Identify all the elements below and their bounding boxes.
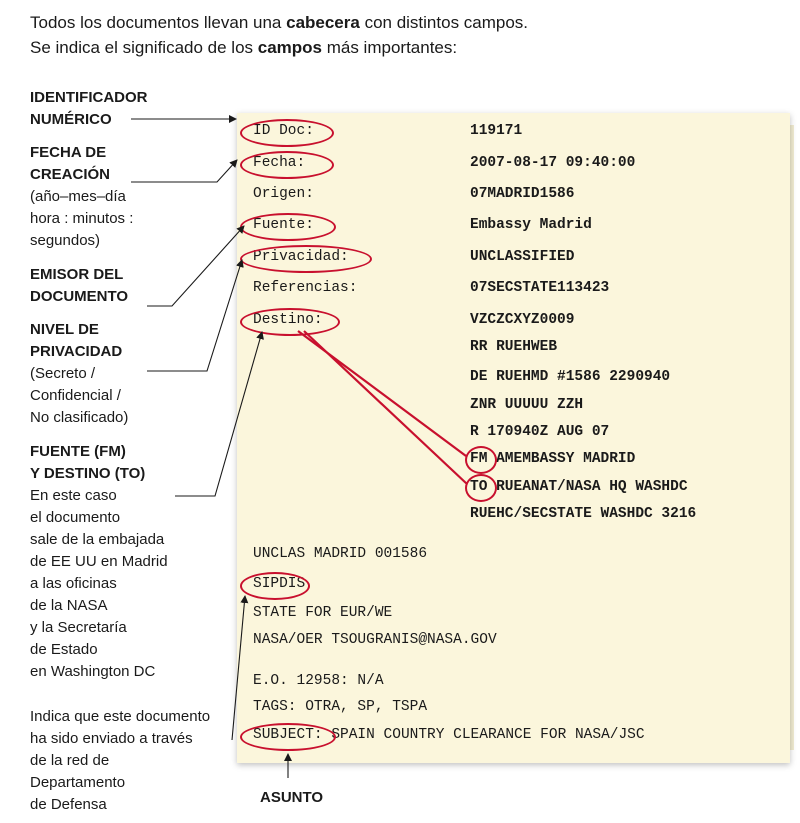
red-link-to [304,331,467,484]
subject-key: SUBJECT: [253,727,323,743]
state-line: STATE FOR EUR/WE [253,605,393,621]
label-fecha: FECHA DE CREACIÓN (año–mes–día hora : minutos : segundos) [30,144,134,249]
field-key-privacidad: Privacidad: [253,249,349,265]
to-value: RUEANAT/NASA HQ WASHDC [496,479,688,495]
destino-line: RR RUEHWEB [470,339,558,355]
field-value-id: 119171 [470,123,523,139]
to-line-2: RUEHC/SECSTATE WASHDC 3216 [470,506,697,522]
field-value-fuente: Embassy Madrid [470,217,592,233]
leader-emisor [147,226,244,306]
destino-line: R 170940Z AUG 07 [470,424,610,440]
intro-line-2: Se indica el significado de los campos más importantes: [30,38,458,57]
field-value-destino: VZCZCXYZ0009 [470,312,575,328]
field-key-destino: Destino: [253,312,323,328]
field-value-origen: 07MADRID1586 [470,186,575,202]
subject-value: SPAIN COUNTRY CLEARANCE FOR NASA/JSC [322,727,645,743]
fm-value: AMEMBASSY MADRID [496,451,636,467]
label-emisor: EMISOR DEL DOCUMENTO [30,266,129,305]
leader-fecha [131,160,237,182]
tags-line: TAGS: OTRA, SP, TSPA [253,699,428,715]
field-key-fecha: Fecha: [253,155,306,171]
label-identificador: IDENTIFICADOR NUMÉRICO [30,89,148,128]
eo-line: E.O. 12958: N/A [253,673,384,689]
field-key-origen: Origen: [253,186,314,202]
leader-sipdis [232,596,245,740]
fm-tag: FM [470,451,488,467]
intro-line-1: Todos los documentos llevan una cabecera con distintos campos. [30,13,529,32]
nasa-line: NASA/OER TSOUGRANIS@NASA.GOV [253,632,497,648]
leader-nivel [147,260,242,371]
to-tag: TO [470,479,488,495]
destino-line: DE RUEHMD #1586 2290940 [470,369,671,385]
unclas-line: UNCLAS MADRID 001586 [253,546,428,562]
field-value-privacidad: UNCLASSIFIED [470,249,575,265]
field-key-id: ID Doc: [253,123,314,139]
label-sipdis: Indica que este documento ha sido enviado a través de la red de Departamento de Defensa [30,708,211,813]
field-key-referencias: Referencias: [253,280,358,296]
field-value-fecha: 2007-08-17 09:40:00 [470,155,636,171]
label-fuente-destino: FUENTE (FM) Y DESTINO (TO) En este caso el documento sale de la embajada de EE UU en Madrid a las oficinas de la NASA y la Secretaría de Estado en Washington DC [30,443,168,680]
label-asunto: ASUNTO [260,789,324,806]
leader-fuente [175,332,262,496]
destino-line: ZNR UUUUU ZZH [470,397,584,413]
label-nivel: NIVEL DE PRIVACIDAD (Secreto / Confidencial / No clasificado) [30,321,129,426]
field-key-fuente: Fuente: [253,217,314,233]
field-value-referencias: 07SECSTATE113423 [470,280,610,296]
sipdis-line: SIPDIS [253,576,306,592]
